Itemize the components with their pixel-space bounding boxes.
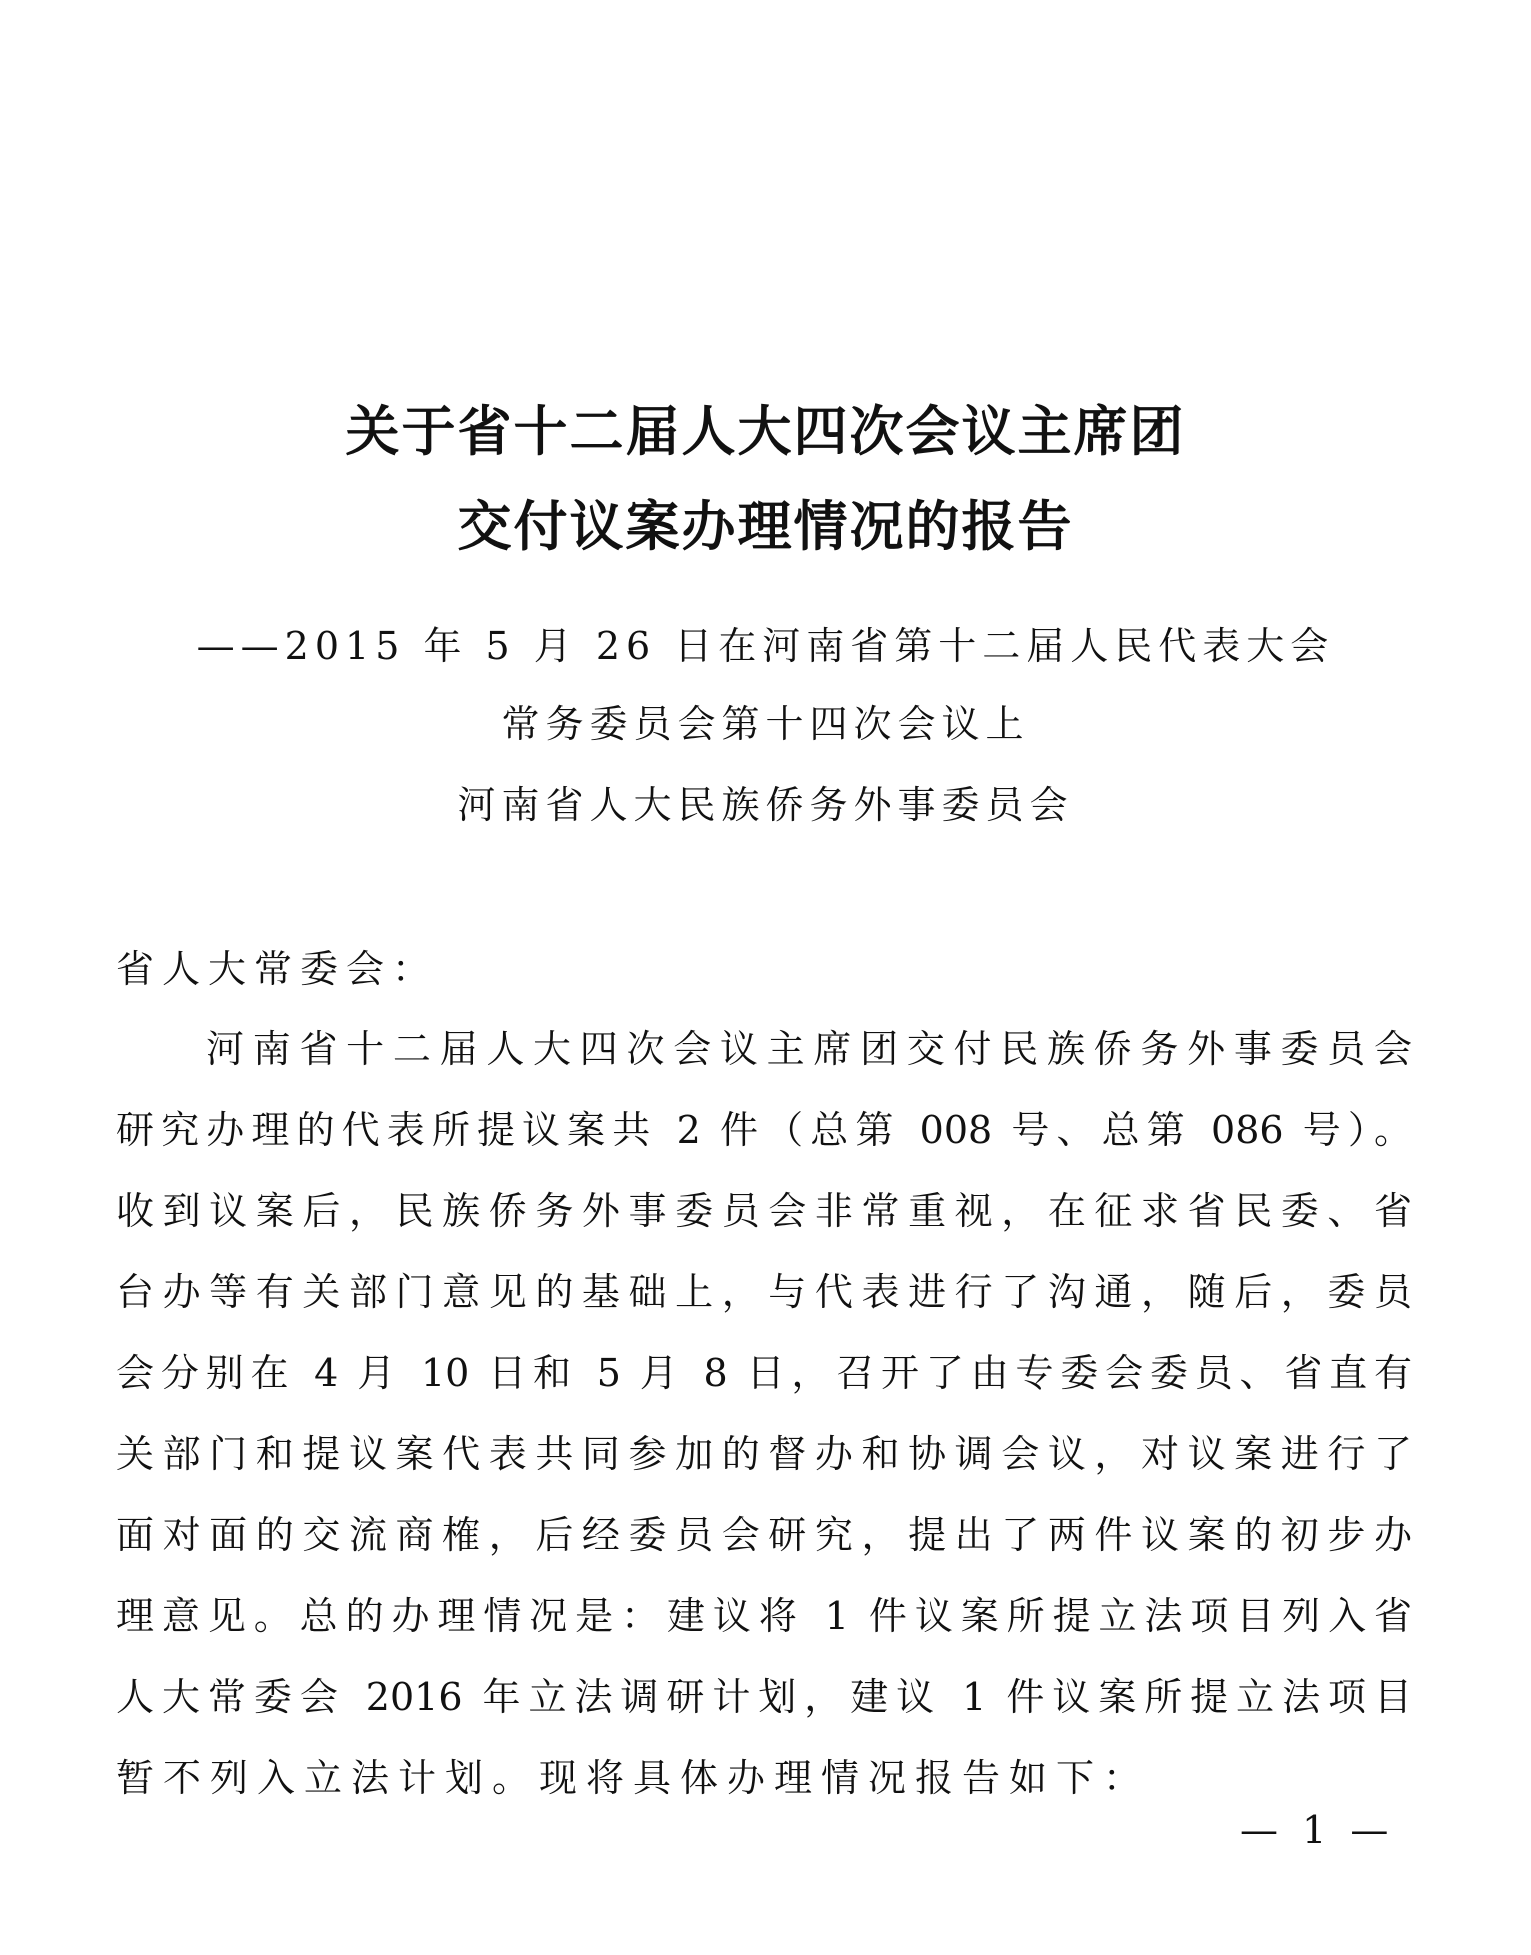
body-line: 会分别在 4 月 10 日和 5 月 8 日，召开了由专委会委员、省直有	[116, 1351, 1412, 1395]
body-line: 理意见。总的办理情况是：建议将 1 件议案所提立法项目列入省	[116, 1594, 1412, 1638]
body-line: 台办等有关部门意见的基础上，与代表进行了沟通，随后，委员	[116, 1270, 1412, 1314]
body-line: 暂不列入立法计划。现将具体办理情况报告如下：	[116, 1756, 1151, 1800]
body-line: 河南省十二届人大四次会议主席团交付民族侨务外事委员会	[206, 1027, 1412, 1071]
subtitle-line-1: ——2015 年 5 月 26 日在河南省第十二届人民代表大会	[196, 624, 1335, 668]
page-number: — 1 —	[1240, 1808, 1395, 1852]
subtitle-line-3: 河南省人大民族侨务外事委员会	[457, 783, 1074, 827]
report-title-line-1: 关于省十二届人大四次会议主席团	[345, 400, 1186, 463]
report-title-line-2: 交付议案办理情况的报告	[457, 495, 1074, 558]
body-line: 关部门和提议案代表共同参加的督办和协调会议，对议案进行了	[116, 1432, 1412, 1476]
subtitle-line-2: 常务委员会第十四次会议上	[501, 702, 1030, 746]
body-line: 人大常委会 2016 年立法调研计划，建议 1 件议案所提立法项目	[116, 1675, 1412, 1719]
salutation: 省人大常委会：	[116, 947, 439, 991]
body-line: 收到议案后，民族侨务外事委员会非常重视，在征求省民委、省	[116, 1189, 1412, 1233]
body-line: 研究办理的代表所提议案共 2 件（总第 008 号、总第 086 号）。	[116, 1108, 1412, 1152]
body-line: 面对面的交流商榷，后经委员会研究，提出了两件议案的初步办	[116, 1513, 1412, 1557]
